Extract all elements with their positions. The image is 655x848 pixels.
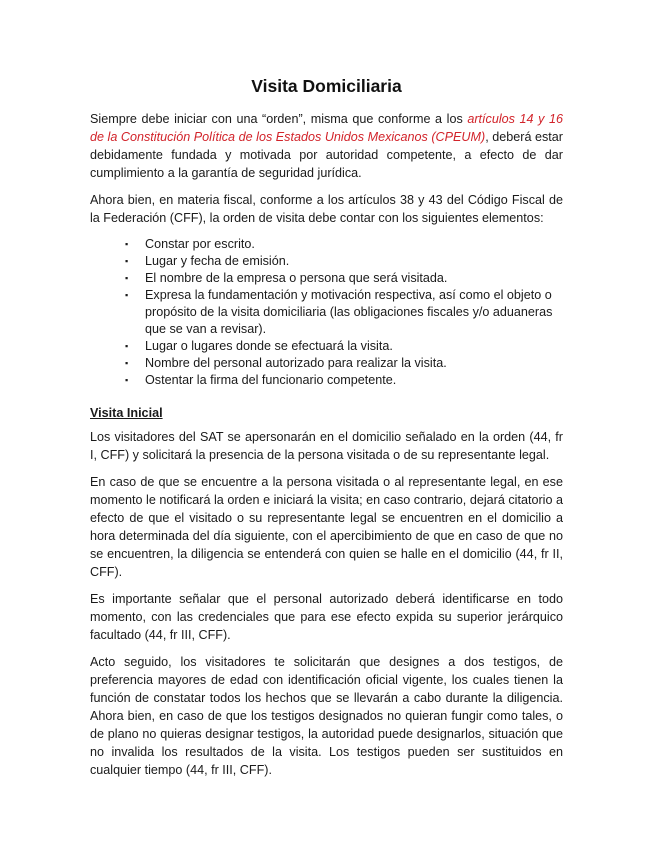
- list-item-text: Expresa la fundamentación y motivación respectiva, así como el objeto o propósito de la visita domiciliaria (las obligaciones fiscales y/o aduaneras que se van a revisar).: [145, 288, 553, 336]
- list-item-text: Lugar o lugares donde se efectuará la visita.: [145, 339, 393, 353]
- list-item-text: Lugar y fecha de emisión.: [145, 254, 290, 268]
- bullet-icon: ▪: [125, 375, 129, 385]
- list-item: [125, 236, 563, 253]
- list-item: [125, 287, 563, 338]
- document-title: Visita Domiciliaria: [251, 76, 402, 96]
- list-item-text: Nombre del personal autorizado para realizar la visita.: [145, 356, 447, 370]
- section-paragraph: Acto seguido, los visitadores te solicitarán que designes a dos testigos, de preferencia mayores de edad con identificación oficial vigente, los cuales tienen la función de constatar todos los hechos que se llevarán a cabo durante la diligencia. Ahora bien, en caso de que los testigos designados no quieran fungir como tales, o de plano no quieras designar testigos, la autoridad puede designarlos, situación que no invalida los resultados de la visita. Los testigos pueden ser sustituidos en cualquier tiempo (44, fr III, CFF).: [90, 655, 563, 777]
- section-paragraph: En caso de que se encuentre a la persona visitada o al representante legal, en ese momento le notificará la orden e iniciará la visita; en caso contrario, dejará citatorio a efecto de que el visitado o su representante legal se encuentren en el domicilio a hora determinada del día siguiente, con el apercibimiento de que en caso de que no se encuentren, la diligencia se entenderá con quien se halle en el domicilio (44, fr II, CFF).: [90, 475, 563, 579]
- bullet-icon: ▪: [125, 341, 129, 351]
- document-page: [90, 74, 563, 788]
- bullet-icon: ▪: [125, 273, 129, 283]
- requirements-intro-paragraph: Ahora bien, en materia fiscal, conforme a los artículos 38 y 43 del Código Fiscal de la Federación (CFF), la orden de visita debe contar con los siguientes elementos:: [90, 193, 563, 225]
- intro-text-after: , deberá estar debidamente fundada y motivada por autoridad competente, a efecto de dar cumplimiento a la garantía de seguridad jurídica.: [90, 130, 563, 180]
- list-item: [125, 338, 563, 355]
- bullet-icon: ▪: [125, 239, 129, 249]
- section-paragraph: Es importante señalar que el personal autorizado deberá identificarse en todo momento, con las credenciales que para ese efecto expida su superior jerárquico facultado (44, fr III, CFF).: [90, 592, 563, 642]
- bullet-icon: ▪: [125, 358, 129, 368]
- list-item: [125, 270, 563, 287]
- list-item: [125, 253, 563, 270]
- section-heading: Visita Inicial: [90, 406, 163, 420]
- requirements-list: [90, 236, 563, 389]
- bullet-icon: ▪: [125, 256, 129, 266]
- intro-paragraph: [90, 110, 563, 182]
- section-paragraph: Los visitadores del SAT se apersonarán en el domicilio señalado en la orden (44, fr I, CFF) y solicitará la presencia de la persona visitada o de su representante legal.: [90, 430, 563, 462]
- list-item-text: Ostentar la firma del funcionario competente.: [145, 373, 397, 387]
- list-item: [125, 372, 563, 389]
- intro-text-before: Siempre debe iniciar con una “orden”, misma que conforme a los: [90, 112, 468, 126]
- list-item: [125, 355, 563, 372]
- bullet-icon: ▪: [125, 290, 129, 300]
- list-item-text: Constar por escrito.: [145, 237, 255, 251]
- list-item-text: El nombre de la empresa o persona que será visitada.: [145, 271, 448, 285]
- constitution-reference: artículos 14 y 16 de la Constitución Política de los Estados Unidos Mexicanos (CPEUM): [90, 112, 564, 144]
